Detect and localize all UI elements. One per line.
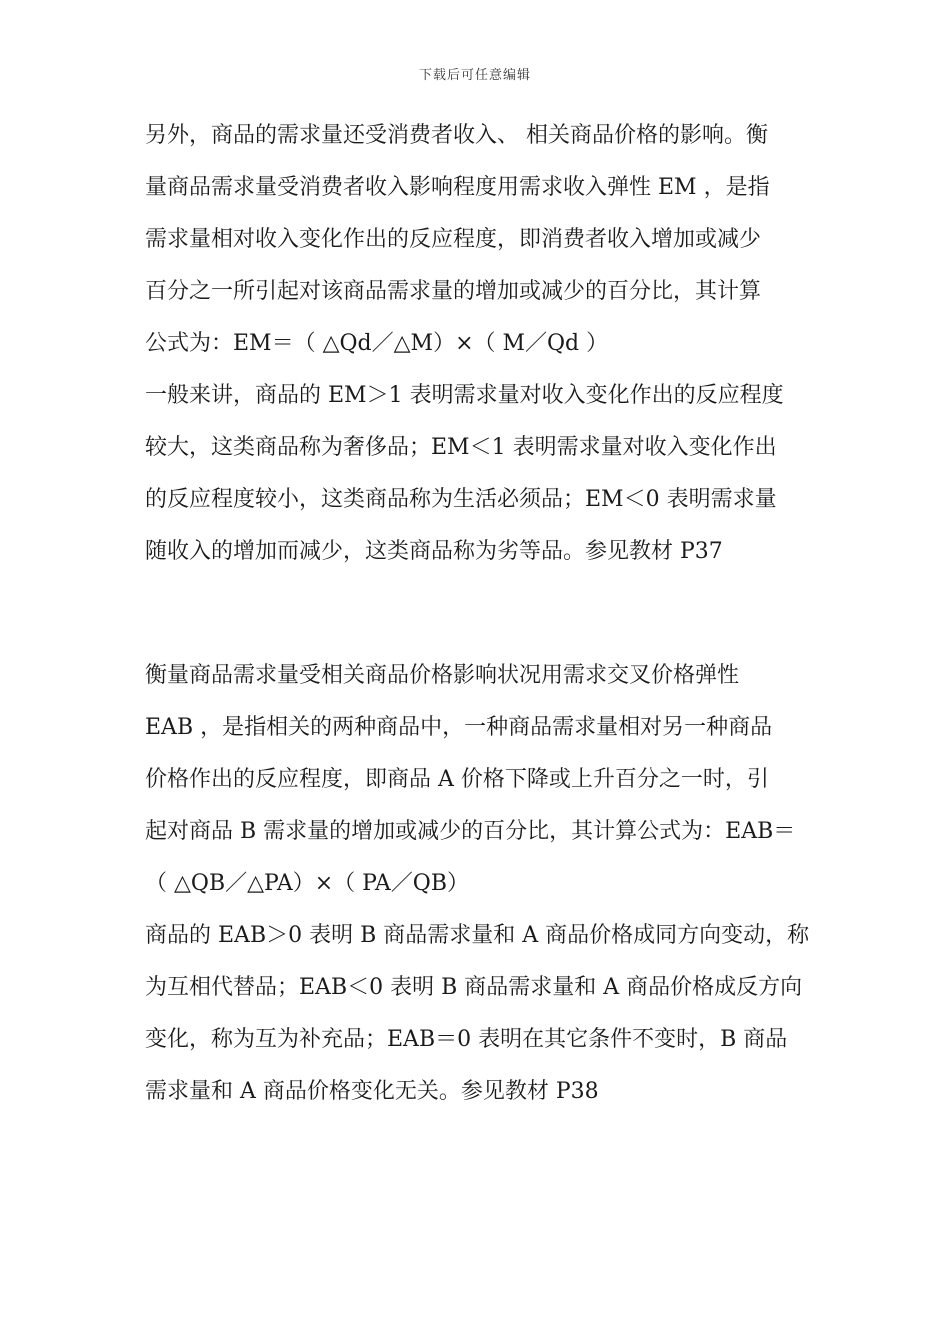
- text-line: 一般来讲，商品的 EM＞1 表明需求量对收入变化作出的反应程度: [145, 383, 784, 408]
- text-line: 较大，这类商品称为奢侈品；EM＜1 表明需求量对收入变化作出: [145, 435, 777, 460]
- cross-elasticity-section: [145, 650, 810, 1118]
- text-line: 价格作出的反应程度，即商品 A 价格下降或上升百分之一时，引: [145, 767, 769, 792]
- text-line: 起对商品 B 需求量的增加或减少的百分比，其计算公式为：EAB＝: [145, 819, 796, 844]
- text-line: 为互相代替品；EAB＜0 表明 B 商品需求量和 A 商品价格成反方向: [145, 975, 803, 1000]
- text-line: 百分之一所引起对该商品需求量的增加或减少的百分比，其计算: [145, 279, 762, 304]
- text-line: 衡量商品需求量受相关商品价格影响状况用需求交叉价格弹性: [145, 663, 740, 688]
- download-note: 下载后可任意编辑: [418, 68, 531, 83]
- formula-line: （ △QB／△PA）×（ PA／QB）: [145, 871, 470, 896]
- text-line: EAB ，是指相关的两种商品中，一种商品需求量相对另一种商品: [145, 715, 773, 740]
- formula-line: 公式为：EM＝（ △Qd／△M）×（ M／Qd ）: [145, 331, 609, 356]
- text-line: 需求量和 A 商品价格变化无关。参见教材 P38: [145, 1079, 599, 1104]
- text-line: 的反应程度较小，这类商品称为生活必须品；EM＜0 表明需求量: [145, 487, 777, 512]
- text-line: 变化，称为互为补充品；EAB＝0 表明在其它条件不变时，B 商品: [145, 1027, 788, 1052]
- text-line: 商品的 EAB＞0 表明 B 商品需求量和 A 商品价格成同方向变动，称: [145, 923, 810, 948]
- text-line: 需求量相对收入变化作出的反应程度，即消费者收入增加或减少: [145, 227, 762, 252]
- income-elasticity-section: [145, 110, 810, 578]
- text-line: 量商品需求量受消费者收入影响程度用需求收入弹性 EM ，是指: [145, 175, 770, 200]
- text-line: 随收入的增加而减少，这类商品称为劣等品。参见教材 P37: [145, 539, 723, 564]
- text-line: 另外，商品的需求量还受消费者收入、 相关商品价格的影响。衡: [145, 123, 768, 148]
